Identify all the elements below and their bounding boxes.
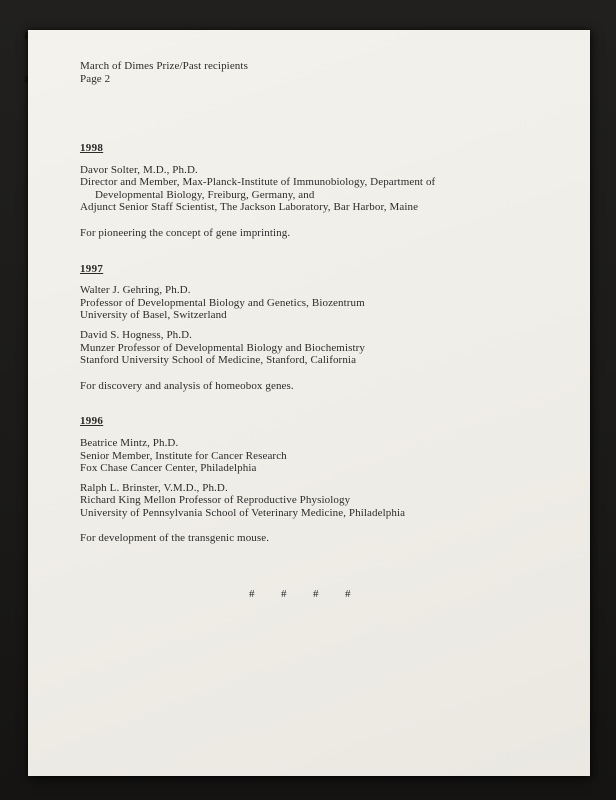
recipient-name: Ralph L. Brinster, V.M.D., Ph.D. [80,481,228,494]
document-page [28,30,590,776]
recipient-entry [80,482,550,520]
recipient-entry [80,437,550,475]
recipient-affiliation: Munzer Professor of Developmental Biology and Biochemistry [80,341,366,354]
section-1997 [80,263,550,393]
recipient-affiliation: Adjunct Senior Staff Scientist, The Jackson Laboratory, Bar Harbor, Maine [80,201,419,214]
recipient-affiliation: Developmental Biology, Freiburg, Germany, and [95,188,315,201]
recipient-affiliation: University of Pennsylvania School of Veterinary Medicine, Philadelphia [80,506,406,519]
prize-citation: For discovery and analysis of homeobox genes. [80,379,294,392]
recipient-affiliation: Director and Member, Max-Planck-Institute of Immunobiology, Department of [80,176,436,189]
recipient-entry [80,164,550,214]
section-1998 [80,142,550,240]
recipient-name: Davor Solter, M.D., Ph.D. [80,163,198,176]
year-heading: 1996 [80,415,104,428]
recipient-entry [80,329,550,367]
recipient-affiliation: Fox Chase Cancer Center, Philadelphia [80,462,257,475]
recipient-name: Walter J. Gehring, Ph.D. [80,284,191,297]
recipient-name: David S. Hogness, Ph.D. [80,328,192,341]
recipient-affiliation: Stanford University School of Medicine, Stanford, California [80,354,357,367]
year-heading: 1997 [80,262,104,275]
section-1996 [80,415,550,545]
recipient-affiliation: Senior Member, Institute for Cancer Research [80,449,287,462]
recipient-affiliation: University of Basel, Switzerland [80,309,227,322]
recipient-name: Beatrice Mintz, Ph.D. [80,436,179,449]
recipient-entry [80,284,550,322]
year-heading: 1998 [80,142,104,154]
document-header [80,60,550,86]
prize-citation: For development of the transgenic mouse. [80,532,270,545]
document-title: March of Dimes Prize/Past recipients [80,60,248,72]
prize-citation: For pioneering the concept of gene imprinting. [80,226,291,239]
page-number: Page 2 [80,73,111,85]
recipient-affiliation: Richard King Mellon Professor of Reproductive Physiology [80,494,351,507]
recipient-affiliation: Professor of Developmental Biology and Genetics, Biozentrum [80,296,365,309]
end-of-document-marks: # # # # [249,588,351,601]
